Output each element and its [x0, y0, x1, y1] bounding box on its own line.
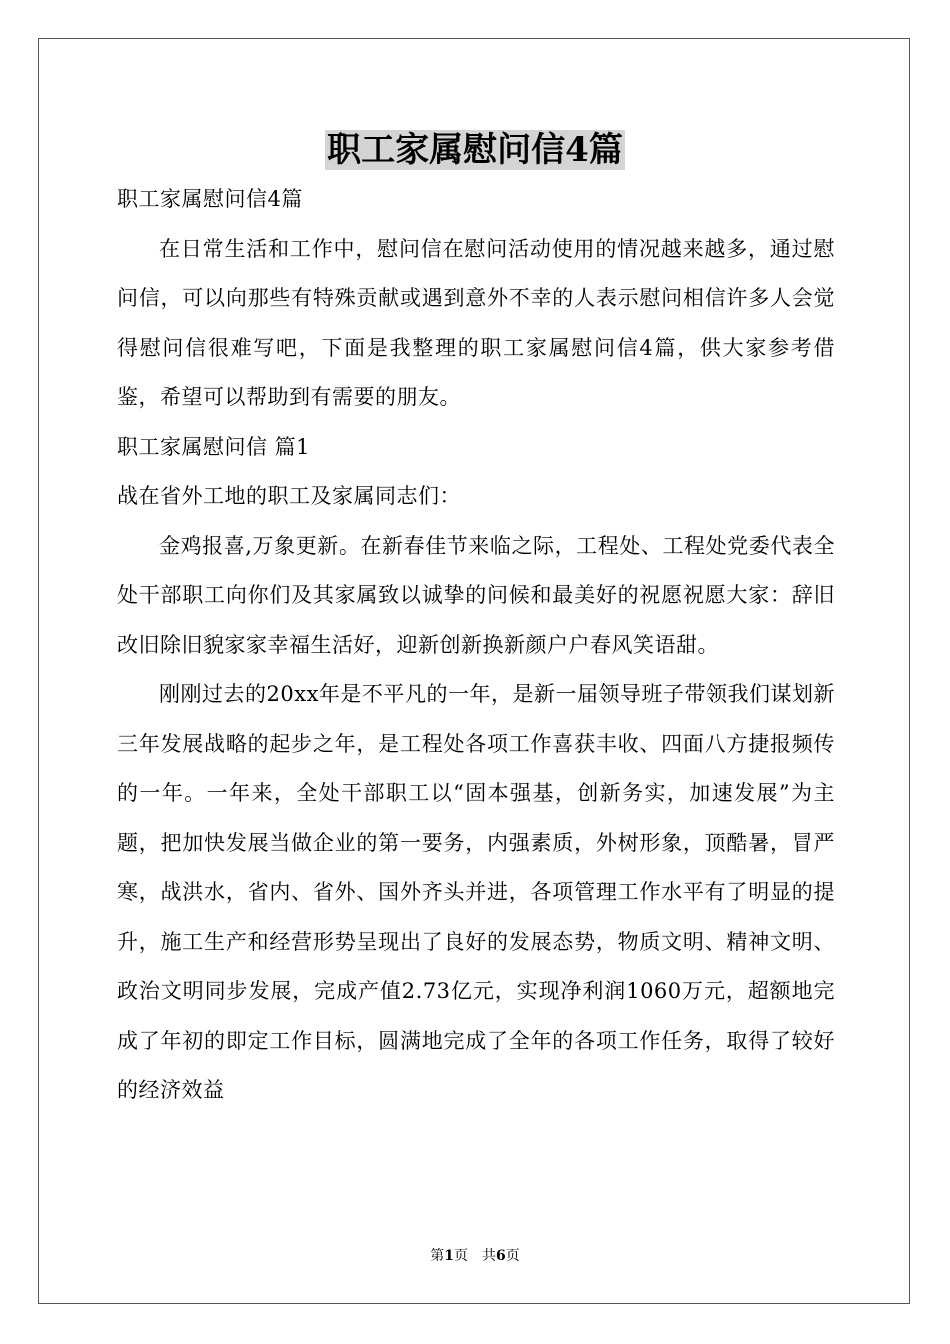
paragraph-subtitle: 职工家属慰问信4篇	[117, 187, 303, 211]
document-title	[0, 128, 950, 172]
paragraph-salutation: 战在省外工地的职工及家属同志们：	[117, 484, 461, 508]
page-footer	[0, 1246, 950, 1266]
paragraph-review: 刚刚过去的20xx年是不平凡的一年，是新一届领导班子带领我们谋划新三年发展战略的起步之年，是工程处各项工作喜获丰收、四面八方捷报频传的一年。一年来，全处干部职工以“固本强基，创新务实，加速发展”为主题，把加快发展当做企业的第一要务，内强素质，外树形象，顶酷暑，冒严寒，战洪水，省内、省外、国外齐头并进，各项管理工作水平有了明显的提升，施工生产和经营形势呈现出了良好的发展态势，物质文明、精神文明、政治文明同步发展，完成产值2.73亿元，实现净利润1060万元，超额地完成了年初的即定工作目标，圆满地完成了全年的各项工作任务，取得了较好的经济效益	[117, 682, 835, 1102]
footer-page-suffix: 页	[505, 1248, 520, 1264]
paragraph-section-heading: 职工家属慰问信 篇1	[117, 434, 311, 459]
paragraph-greeting: 金鸡报喜,万象更新。在新春佳节来临之际，工程处、工程处党委代表全处干部职工向你们及其家属致以诚挚的问候和最美好的祝愿祝愿大家：辞旧改旧除旧貌家家幸福生活好，迎新创新换新颜户户春风笑语甜。	[117, 533, 835, 657]
footer-page-number: 1	[444, 1248, 454, 1264]
footer-page-prefix: 第	[430, 1248, 445, 1264]
footer-page-mid: 页 共	[454, 1248, 496, 1264]
document-title-text: 职工家属慰问信4篇	[327, 130, 623, 170]
footer-page-total: 6	[496, 1248, 506, 1264]
document-body	[117, 175, 835, 1116]
paragraph-intro: 在日常生活和工作中，慰问信在慰问活动使用的情况越来越多，通过慰问信，可以向那些有特殊贡献或遇到意外不幸的人表示慰问相信许多人会觉得慰问信很难写吧，下面是我整理的职工家属慰问信4篇，供大家参考借鉴，希望可以帮助到有需要的朋友。	[117, 236, 835, 409]
